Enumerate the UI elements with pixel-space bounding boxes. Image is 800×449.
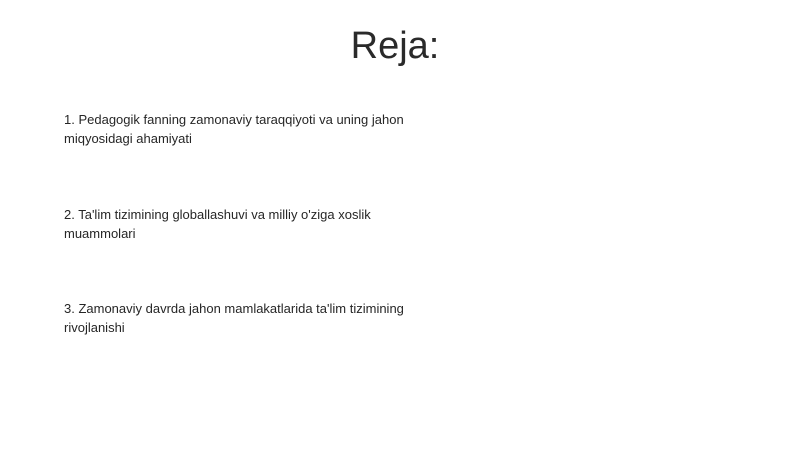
- plan-item-1: 1. Pedagogik fanning zamonaviy taraqqiyoti va uning jahon miqyosidagi ahamiyati: [64, 112, 404, 146]
- slide-title: Reja:: [350, 25, 440, 67]
- plan-item-2: 2. Ta'lim tizimining globallashuvi va milliy o'ziga xoslik muammolari: [64, 207, 371, 241]
- plan-item-3: 3. Zamonaviy davrda jahon mamlakatlarida ta'lim tizimining rivojlanishi: [64, 301, 404, 335]
